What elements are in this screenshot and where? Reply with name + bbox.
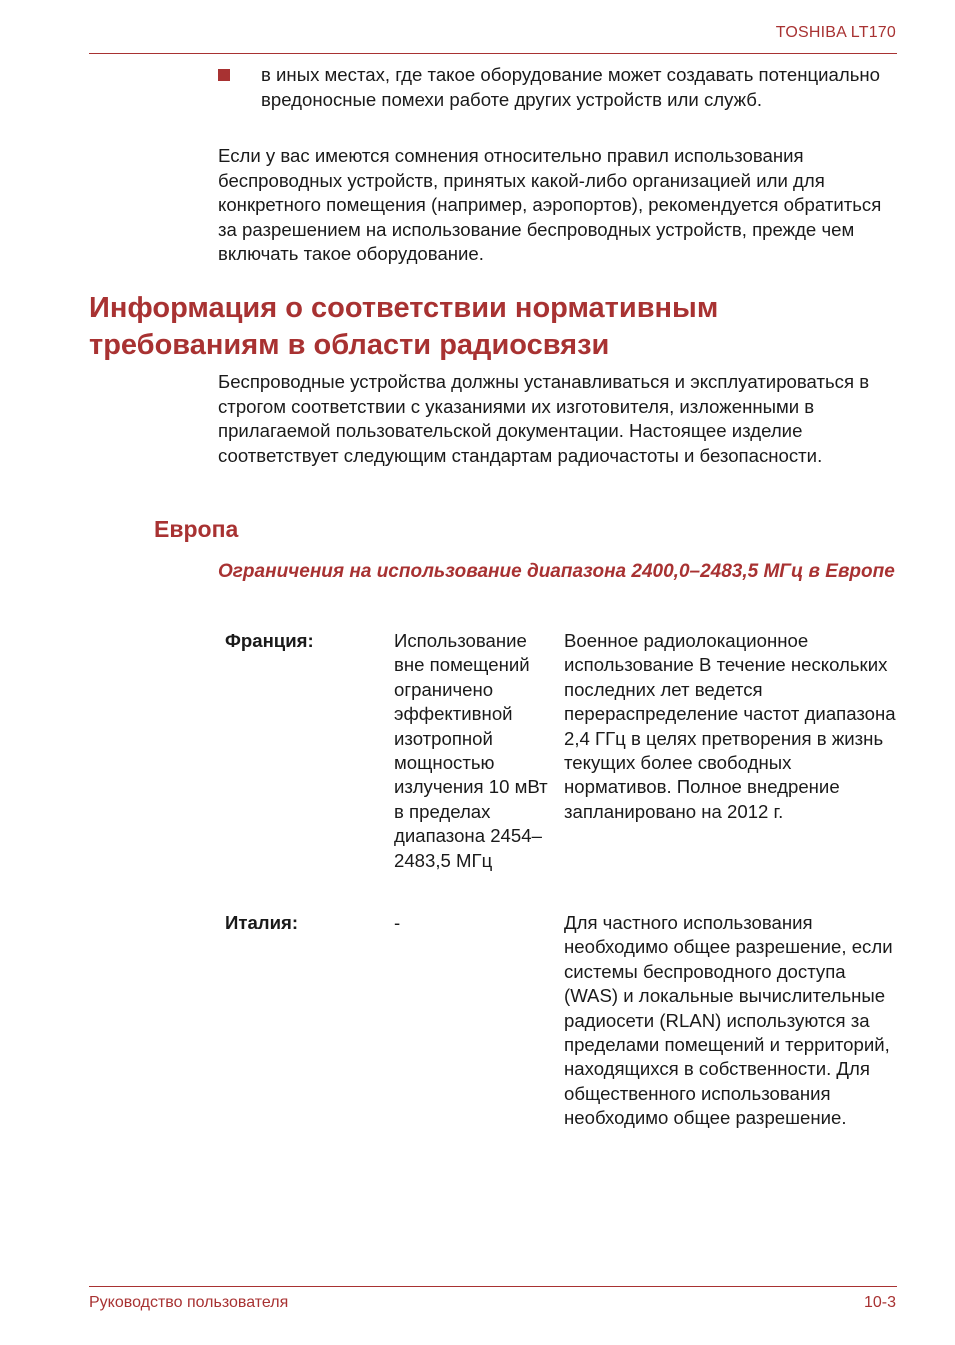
country-cell: Италия: xyxy=(225,912,299,933)
subheading-europe: Европа xyxy=(154,516,239,542)
restriction-cell: - xyxy=(394,912,401,933)
section-heading: Информация о соответствии нормативным требованиям в области радиосвязи xyxy=(89,292,719,361)
page-number: 10-3 xyxy=(863,1294,896,1311)
subsubheading-restrictions: Ограничения на использование диапазона 2400,0–2483,5 МГц в Европе xyxy=(218,561,895,582)
bullet-text: в иных местах, где такое оборудование может создавать потенциально вредоносные помехи работе других устройств или служб. xyxy=(261,64,880,110)
restriction-cell: Использование вне помещений ограничено эффективной изотропной мощностью излучения 10 мВт в пределах диапазона 2454–2483,5 МГц xyxy=(394,630,548,871)
bullet-list-item xyxy=(218,63,898,112)
note-cell: Для частного использования необходимо общее разрешение, если системы беспроводного доступа (WAS) и локальные вычислительные радиосети (RLAN) используются за пределами помещений и территорий, находящихся в собственности. Для общественного использования необходимо общее разрешение. xyxy=(564,912,893,1129)
header-divider xyxy=(89,53,897,54)
footer-divider xyxy=(89,1286,897,1287)
section-paragraph: Беспроводные устройства должны устанавливаться и эксплуатироваться в строгом соответствии с указаниями их изготовителя, изложенными в прилагаемой пользовательской документации. Настоящее изделие соответствует следующим стандартам радиочастоты и безопасности. xyxy=(218,371,870,466)
document-title: TOSHIBA LT170 xyxy=(775,24,896,41)
footer-manual-name: Руководство пользователя xyxy=(89,1294,289,1311)
note-cell: Военное радиолокационное использование В течение нескольких последних лет ведется перераспределение частот диапазона 2,4 ГГц в целях претворения в жизнь текущих более свободных нормативов. Полное внедрение запланировано на 2012 г. xyxy=(564,630,896,822)
square-bullet-icon xyxy=(218,69,230,81)
paragraph-doubts: Если у вас имеются сомнения относительно правил использования беспроводных устройств, принятых какой-либо организацией или для конкретного помещения (например, аэропортов), рекомендуется обратиться за разрешением на использование беспроводных устройств, прежде чем включать такое оборудование. xyxy=(218,145,882,265)
country-cell: Франция: xyxy=(225,630,314,651)
